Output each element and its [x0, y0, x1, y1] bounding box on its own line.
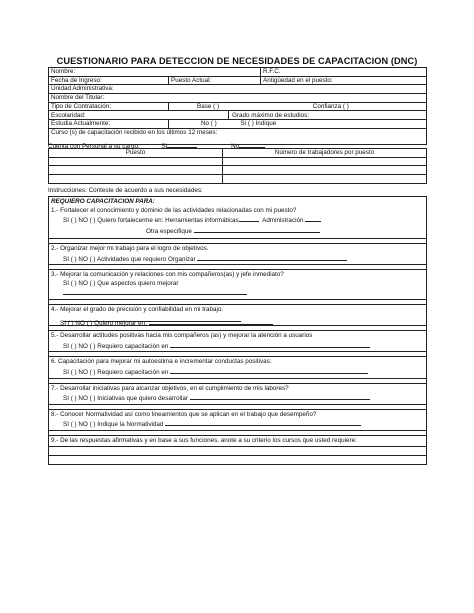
requiero-heading: REQUIERO CAPACITACION PARA:: [51, 198, 155, 205]
personal-no[interactable]: No: [231, 143, 240, 150]
row-escolaridad: [49, 111, 427, 120]
question-5[interactable]: 5.- Desarrollar actitudes positivas hacia mis compañeros (as) y mejorar la atención a usuarios SI ( ) NO ( ) Requiero capacitación en: [49, 331, 427, 352]
estudia-options[interactable]: [169, 120, 427, 129]
question-9[interactable]: 9.- De las respuestas afirmativas y en base a sus funciones, anote a su criterio los cursos que usted requiere:: [49, 435, 427, 446]
table-row: [49, 157, 427, 166]
row-tipo: [49, 102, 427, 111]
question-8[interactable]: 8.- Conocer Normatividad así como lineamientos que se aplican en el trabajo que desempeño? SI ( ) NO ( ) Indique la Normatividad: [49, 409, 427, 430]
table-row: [49, 175, 427, 184]
antiguedad-field[interactable]: Antigüedad en el puesto:: [261, 76, 427, 85]
titular-field[interactable]: Nombre del Titular:: [49, 94, 427, 103]
page-title: CUESTIONARIO PARA DETECCION DE NECESIDADES DE CAPACITACION (DNC): [56, 56, 418, 66]
question-1[interactable]: REQUIERO CAPACITACION PARA: 1.- Fortalecer el conocimiento y dominio de las actividades relacionadas con mi puesto? SI ( ) NO ( ) Quiero fortalecerme en: Herramientas informáticas Administración Otra especifique: [49, 197, 427, 239]
col-numero: Número de trabajadores por puesto: [223, 149, 427, 158]
question-6-row: [49, 357, 427, 378]
question-4-options[interactable]: SI ( ) NO ( ) Quiero mejorar en:: [60, 318, 273, 327]
fecha-ingreso-field[interactable]: Fecha de Ingreso:: [49, 76, 169, 85]
table-row: [49, 166, 427, 175]
question-3-row: [49, 270, 427, 300]
rfc-field[interactable]: R.F.C.: [261, 68, 427, 77]
puestos-header-row: [49, 149, 427, 158]
question-7[interactable]: 7.- Desarrollar iniciativas para alcanzar objetivos, en el cumplimiento de mis labores? SI ( ) NO ( ) Iniciativas que quiero desarrollar: [49, 383, 427, 404]
col-puesto: Puesto: [49, 149, 223, 158]
row-titular: [49, 94, 427, 103]
puestos-table: [48, 148, 427, 184]
personal-si[interactable]: SI: [161, 143, 168, 150]
personal-data-table: [48, 67, 427, 145]
question-2[interactable]: 2.- Organizar mejor mi trabajo para el logro de objetivos. SI ( ) NO ( ) Actividades que requiero Organizar: [49, 244, 427, 265]
row-estudia: [49, 120, 427, 129]
question-4[interactable]: 4.- Mejorar el grado de precisión y confiabilidad en mi trabajo.: [49, 304, 427, 325]
nombre-field[interactable]: Nombre:: [49, 68, 261, 77]
confianza-option[interactable]: Confianza ( ): [312, 102, 349, 110]
question-5-row: [49, 331, 427, 352]
curso-field[interactable]: Curso (s) de capacitación recibido en los últimos 12 meses:: [49, 128, 427, 144]
question-9-answer-1: [49, 446, 427, 455]
question-7-row: [49, 383, 427, 404]
question-9-row: [49, 435, 427, 446]
contratacion-options[interactable]: [169, 102, 427, 111]
question-1-row: [49, 197, 427, 239]
personal-cargo-line: Cuenta con Personal a su cargo: SI No: [48, 141, 265, 150]
tipo-contratacion-label: Tipo de Contratación:: [49, 102, 169, 111]
question-3[interactable]: 3.- Mejorar la comunicación y relaciones con mis compañeros(as) y jefe inmediato? SI ( ) NO ( ) Que aspectos quiero mejorar: [49, 270, 427, 300]
questions-table: [48, 196, 427, 465]
row-unidad: [49, 85, 427, 94]
question-2-row: [49, 244, 427, 265]
no-option[interactable]: No ( ): [201, 120, 217, 128]
instrucciones-text: Instrucciones: Conteste de acuerdo a sus necesidades:: [48, 187, 203, 194]
puesto-actual-field[interactable]: Puesto Actual:: [169, 76, 261, 85]
escolaridad-field[interactable]: Escolaridad:: [49, 111, 229, 120]
unidad-field[interactable]: Unidad Administrativa:: [49, 85, 427, 94]
row-fecha: [49, 76, 427, 85]
grado-field[interactable]: Grado máximo de estudios:: [229, 111, 427, 120]
si-option[interactable]: Si ( ) Indique: [240, 120, 277, 128]
row-nombre: [49, 68, 427, 77]
question-8-row: [49, 409, 427, 430]
question-6[interactable]: 6. Capacitación para mejorar mi autoestima e incrementar conductas positivas: SI ( ) NO ( ) Requiero capacitación en: [49, 357, 427, 378]
question-9-answer-2: [49, 455, 427, 464]
estudia-label: Estudia Actualmente:: [49, 120, 169, 129]
base-option[interactable]: Base ( ): [197, 102, 220, 110]
